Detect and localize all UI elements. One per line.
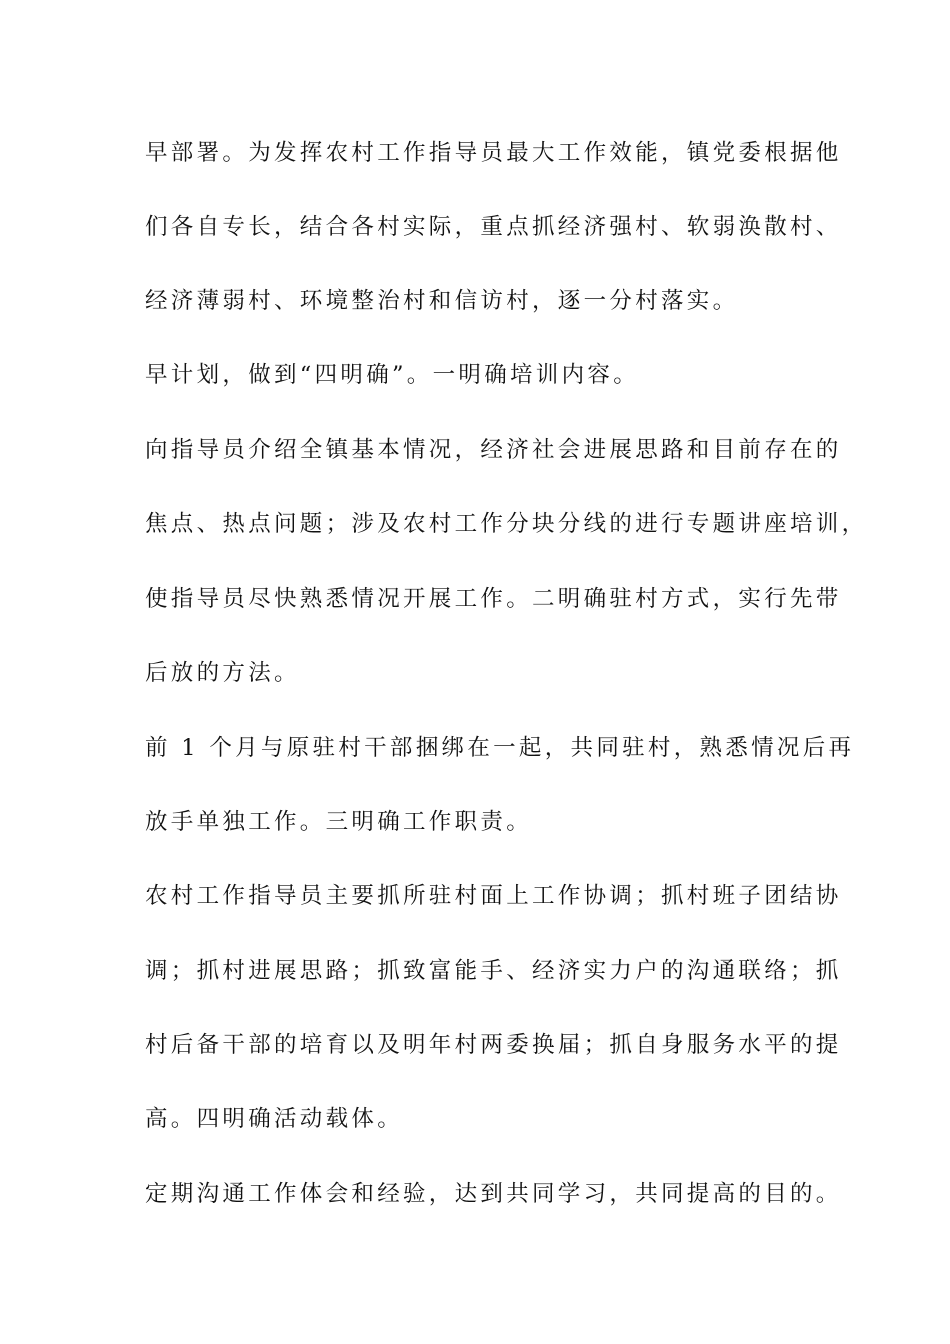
text-line: 村后备干部的培育以及明年村两委换届；抓自身服务水平的提 bbox=[145, 1032, 842, 1058]
text-line: 高。四明确活动载体。 bbox=[145, 1106, 404, 1132]
text-line: 农村工作指导员主要抓所驻村面上工作协调；抓村班子团结协 bbox=[145, 883, 842, 909]
text-line: 们各自专长，结合各村实际，重点抓经济强村、软弱涣散村、 bbox=[145, 214, 842, 240]
text-line: 后放的方法。 bbox=[145, 660, 300, 686]
text-line: 前 1 个月与原驻村干部捆绑在一起，共同驻村，熟悉情况后再 bbox=[145, 735, 855, 761]
text-line: 焦点、热点问题；涉及农村工作分块分线的进行专题讲座培训， bbox=[145, 511, 868, 537]
text-line: 使指导员尽快熟悉情况开展工作。二明确驻村方式，实行先带 bbox=[145, 586, 842, 612]
text-line: 经济薄弱村、环境整治村和信访村，逐一分村落实。 bbox=[145, 288, 739, 314]
text-line: 早部署。为发挥农村工作指导员最大工作效能，镇党委根据他 bbox=[145, 140, 842, 166]
text-line: 调；抓村进展思路；抓致富能手、经济实力户的沟通联络；抓 bbox=[145, 958, 842, 984]
text-line: 早计划，做到“四明确”。一明确培训内容。 bbox=[145, 362, 640, 388]
text-line: 向指导员介绍全镇基本情况，经济社会进展思路和目前存在的 bbox=[145, 437, 842, 463]
text-line: 定期沟通工作体会和经验，达到共同学习，共同提高的目的。 bbox=[145, 1181, 842, 1207]
text-line: 放手单独工作。三明确工作职责。 bbox=[145, 809, 533, 835]
